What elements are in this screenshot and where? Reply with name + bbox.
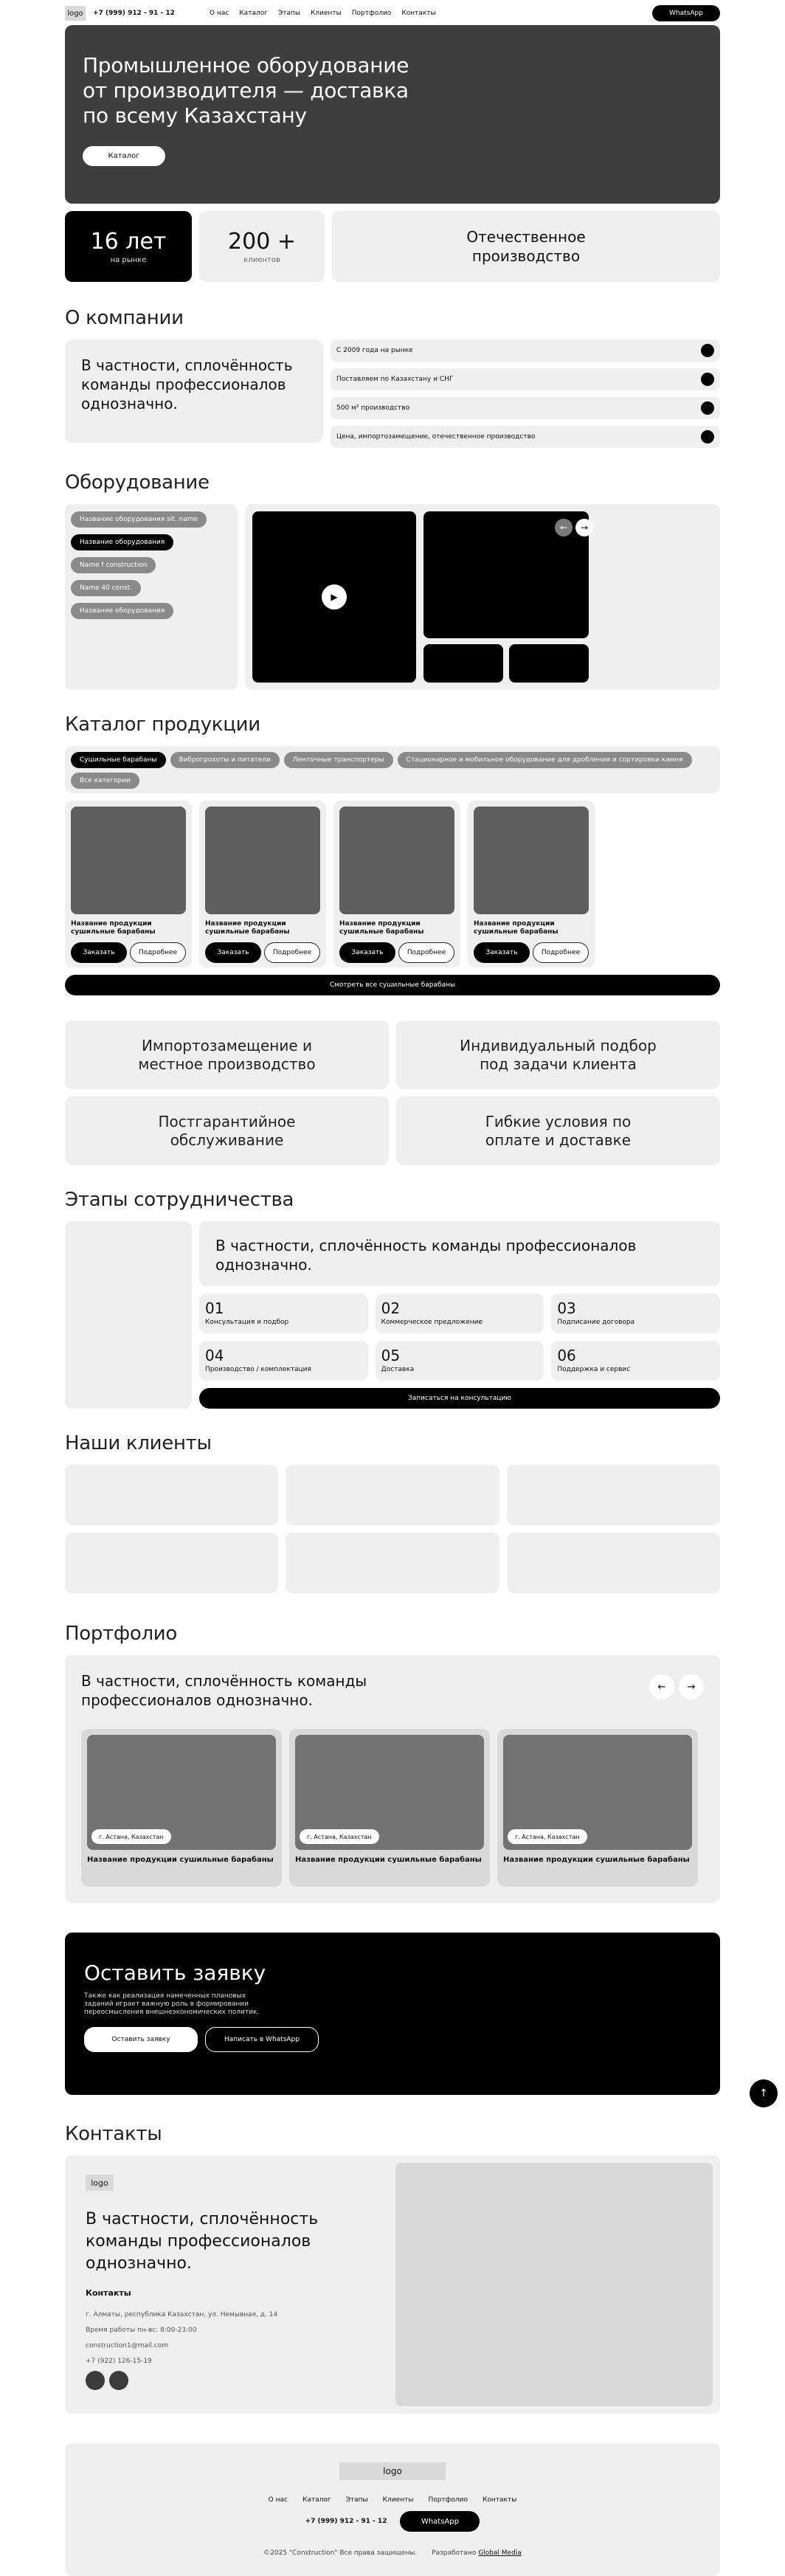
stage-number: 03 [557,1299,576,1317]
order-button[interactable]: Заказать [205,942,261,963]
feature-text: Индивидуальный подбор под задачи клиента [460,1036,657,1073]
contacts-address: г. Алматы, республика Казахстан, ул. Немывная, д. 14 [86,2311,278,2318]
client-logo [286,1533,499,1593]
equipment-section [65,504,720,690]
footer-dev-prefix: Разработано [432,2549,477,2557]
stat-years-value: 16 лет [90,229,167,255]
catalog-heading: Каталог продукции [65,714,260,736]
contacts-email[interactable]: construction1@mail.com [86,2342,169,2349]
footer-nav-catalog[interactable]: Каталог [302,2496,331,2504]
product-name: Название продукции сушильные барабаны [71,920,156,936]
about-section [65,339,720,448]
dot-icon [701,373,714,386]
catalog-tabs [65,746,720,793]
stats [65,211,720,282]
header-nav [210,10,436,17]
nav-item-clients[interactable]: Клиенты [311,10,342,17]
header-phone[interactable]: +7 (999) 912 - 91 - 12 [93,10,175,17]
about-heading: О компании [65,307,184,329]
feature-card [65,1021,389,1089]
product-card[interactable] [199,801,326,967]
equipment-item[interactable]: Name 40 const. [71,580,141,596]
order-button[interactable]: Заказать [339,942,395,963]
equipment-list [65,504,238,690]
equipment-item[interactable]: Название оборудования [71,603,173,619]
location-badge: г. Астана, Казахстан [300,1829,379,1844]
arrow-left-icon[interactable]: ← [649,1674,674,1699]
scroll-to-top-icon[interactable]: ↑ [750,2079,778,2107]
equipment-media [245,504,720,690]
contacts-map[interactable] [395,2163,713,2406]
see-all-button[interactable]: Смотреть все сушильные барабаны [65,975,720,995]
feature-card [65,1097,389,1165]
contacts-section [65,2155,720,2414]
nav-item-about[interactable]: О нас [210,10,229,17]
equipment-item[interactable]: Name f construction [71,557,156,573]
features [65,1021,720,1165]
arrow-right-icon[interactable]: → [679,1674,704,1699]
social-icon[interactable] [109,2371,128,2390]
footer-nav-contacts[interactable]: Контакты [482,2496,517,2504]
equipment-video[interactable] [252,511,416,683]
stage-card [199,1341,368,1381]
footer-nav-clients[interactable]: Клиенты [382,2496,414,2504]
about-item [331,426,720,448]
details-button[interactable]: Подробнее [264,942,320,963]
stage-text: Поддержка и сервис [557,1366,631,1373]
request-submit-button[interactable]: Оставить заявку [84,2027,198,2052]
hero [65,25,720,204]
portfolio-name: Название продукции сушильные барабаны [87,1856,274,1864]
clients-grid [65,1465,720,1593]
product-name: Название продукции сушильные барабаны [474,920,559,936]
footer-nav-about[interactable]: О нас [268,2496,288,2504]
consultation-button[interactable]: Записаться на консультацию [199,1388,720,1409]
portfolio-image [87,1735,276,1850]
location-badge: г. Астана, Казахстан [508,1829,587,1844]
arrow-right-icon[interactable]: → [575,519,593,536]
stat-domestic-text: Отечественное производство [466,228,586,265]
details-button[interactable]: Подробнее [398,942,454,963]
header-logo[interactable]: logo [65,6,86,21]
about-text: В частности, сплочённость команды профессионалов однозначно. [65,339,323,443]
equipment-thumb[interactable] [423,644,503,683]
product-image [474,807,589,914]
hero-catalog-button[interactable]: Каталог [83,146,165,166]
request-whatsapp-button[interactable]: Написать в WhatsApp [205,2027,319,2052]
product-card[interactable] [468,801,595,967]
portfolio-text: В частности, сплочённость команды профессионалов однозначно. [81,1672,367,1709]
stage-number: 04 [205,1347,224,1364]
footer-nav-portfolio[interactable]: Портфолио [428,2496,468,2504]
catalog-tab[interactable]: Виброгрохоты и питатели [170,752,280,768]
stage-text: Производство / комплектация [205,1366,311,1373]
portfolio-heading: Портфолио [65,1623,177,1645]
stage-number: 02 [381,1299,401,1317]
contacts-heading: Контакты [65,2123,162,2145]
stage-text: Консультация и подбор [205,1319,289,1326]
play-icon[interactable]: ▶ [322,584,347,610]
about-item-label: Цена, импортозамещение, отечественное производство [336,433,536,441]
contacts-logo: logo [86,2175,114,2191]
equipment-heading: Оборудование [65,472,210,494]
footer-copyright: ©2025 "Construction" Все права защищены. [263,2549,418,2557]
stage-text: Коммерческое предложение [381,1319,483,1326]
portfolio-name: Название продукции сушильные барабаны [295,1856,482,1864]
product-name: Название продукции сушильные барабаны [205,920,290,936]
catalog-tab[interactable]: Ленточные транспортеры [284,752,393,768]
client-logo [507,1533,720,1593]
footer-nav-stages[interactable]: Этапы [345,2496,368,2504]
stat-years-label: на рынке [110,256,147,264]
about-item-label: Поставляем по Казахстану и СНГ [336,376,454,383]
dot-icon [701,401,714,415]
order-button[interactable]: Заказать [474,942,530,963]
stat-clients [199,211,325,282]
stages-image [65,1221,192,1409]
stat-clients-label: клиентов [243,256,280,264]
request-title: Оставить заявку [84,1961,266,1985]
footer-dev-link[interactable]: Global Media [478,2549,522,2557]
footer [65,2443,720,2576]
stat-domestic [332,211,720,282]
client-logo [286,1465,499,1525]
equipment-item-active[interactable]: Название оборудования [71,534,173,550]
client-logo [65,1533,278,1593]
stage-number: 06 [557,1347,576,1364]
about-item [331,368,720,390]
stage-text: Доставка [381,1366,415,1373]
stage-card [199,1294,368,1333]
client-logo [65,1465,278,1525]
feature-text: Постгарантийное обслуживание [158,1112,296,1149]
product-card[interactable] [65,801,192,967]
feature-text: Импортозамещение и местное производство [138,1036,316,1073]
product-image [71,807,186,914]
nav-item-contacts[interactable]: Контакты [401,10,436,17]
portfolio-image [295,1735,484,1850]
stages-grid [199,1294,720,1381]
social-icon[interactable] [86,2371,105,2390]
contacts-text: В частности, сплочённость команды профессионалов однозначно. [86,2210,319,2273]
portfolio-section [65,1655,720,1903]
equipment-image [423,511,589,638]
catalog-tab[interactable]: Все категории [71,773,139,789]
catalog-tab-active[interactable]: Сушильные барабаны [71,752,166,768]
about-item [331,339,720,362]
portfolio-card[interactable] [497,1729,698,1887]
header-whatsapp-button[interactable]: WhatsApp [652,5,720,21]
about-item-label: 500 м² производство [336,404,410,412]
about-item [331,397,720,419]
footer-phone[interactable]: +7 (999) 912 - 91 - 12 [305,2518,387,2525]
product-image [339,807,454,914]
product-image [205,807,320,914]
portfolio-card[interactable] [289,1729,490,1887]
contacts-hours: Время работы пн-вс: 8:00-23:00 [86,2327,197,2334]
nav-item-catalog[interactable]: Каталог [239,10,268,17]
stages-section [65,1221,720,1409]
about-list [331,339,720,448]
arrow-left-icon[interactable]: ← [555,519,573,536]
feature-text: Гибкие условия по оплате и доставке [485,1112,632,1149]
contacts-phone[interactable]: +7 (922) 126-15-19 [86,2358,152,2365]
clients-heading: Наши клиенты [65,1432,212,1454]
stat-years [65,211,192,282]
hero-title: Промышленное оборудование от производителя — доставка по всему Казахстану [83,53,409,128]
product-card[interactable] [333,801,460,967]
portfolio-card[interactable] [81,1729,282,1887]
details-button[interactable]: Подробнее [130,942,186,963]
dot-icon [701,344,714,357]
about-item-label: С 2009 года на рынке [336,347,413,354]
location-badge: г. Астана, Казахстан [91,1829,171,1844]
product-name: Название продукции сушильные барабаны [339,920,424,936]
header [65,1,720,25]
nav-item-portfolio[interactable]: Портфолио [351,10,392,17]
stage-card [551,1294,720,1333]
product-list [65,801,720,967]
catalog-tab[interactable]: Стационарное и мобильное оборудование для дробления и сортировки камня [398,752,692,768]
contacts-subheading: Контакты [86,2288,131,2298]
portfolio-image [503,1735,692,1850]
footer-whatsapp-button[interactable]: WhatsApp [400,2511,480,2532]
portfolio-name: Название продукции сушильные барабаны [503,1856,690,1864]
stage-number: 05 [381,1347,401,1364]
equipment-thumb[interactable] [509,644,589,683]
stage-card [376,1341,544,1381]
dot-icon [701,430,714,443]
request-section [65,1933,720,2095]
feature-card [396,1097,720,1165]
stage-number: 01 [205,1299,224,1317]
nav-item-stages[interactable]: Этапы [277,10,300,17]
stage-card [376,1294,544,1333]
stage-text: Подписание договора [557,1319,635,1326]
equipment-item[interactable]: Название оборудования sit. name [71,511,207,528]
stages-heading: Этапы сотрудничества [65,1189,294,1211]
footer-logo[interactable]: logo [339,2462,446,2480]
client-logo [507,1465,720,1525]
feature-card [396,1021,720,1089]
request-text: Также как реализация намеченных плановых заданий играет важную роль в формировании переосмысления внешнеэкономических политик. [84,1992,260,2016]
stages-text: В частности, сплочённость команды профессионалов однозначно. [199,1221,720,1286]
details-button[interactable]: Подробнее [533,942,589,963]
order-button[interactable]: Заказать [71,942,127,963]
stage-card [551,1341,720,1381]
stat-clients-value: 200 + [228,229,296,255]
